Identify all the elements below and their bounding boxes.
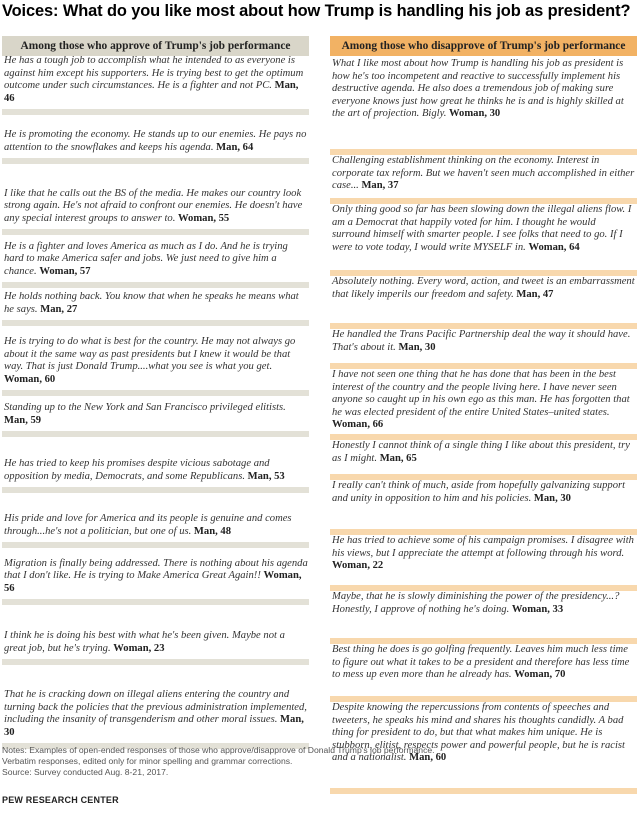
quote-text: Honestly I cannot think of a single thing I like about this president, try as I might. [332,440,630,464]
respondent: Man, 30 [533,492,571,504]
quote-item [2,326,309,396]
quote-item [330,155,637,204]
quote-item [2,437,309,493]
brand-logo-text: PEW RESEARCH CENTER [2,795,119,805]
respondent: Man, 30 [398,341,436,353]
quote-text: Absolutely nothing. Every word, action, and tweet is an embarrassment that likely imperils our freedom and safety. [332,276,635,300]
respondent: Woman, 64 [528,241,580,253]
page-title: Voices: What do you like most about how Trump is handling his job as president? [2,2,631,20]
quote-text: He has tried to keep his promises despite vicious sabotage and opposition by media, Democrats, and some Republicans. [4,458,270,482]
quote-item [2,235,309,288]
approve-column-header: Among those who approve of Trump's job performance [2,36,309,56]
respondent: Man, 37 [361,180,399,191]
quote-item [2,55,309,115]
quote-item [330,276,637,329]
respondent: Man, 27 [40,303,78,315]
respondent: Woman, 57 [39,265,91,277]
quote-item [330,591,637,644]
respondent: Woman, 22 [332,560,384,571]
note-line: Verbatim responses, edited only for minor spelling and grammar corrections. [2,756,293,766]
respondent: Woman, 30 [449,108,501,119]
quote-text: He is a fighter and loves America as much as I do. And he is trying hard to make America safer and jobs. We just need to give him a chance. [4,240,288,277]
approve-column [2,36,309,749]
quote-item [2,665,309,749]
quote-item [330,644,637,702]
respondent: Woman, 66 [332,419,384,430]
quote-text: He has tried to achieve some of his campaign promises. I disagree with his views, but I appreciate the attempt at following through his word. [332,535,634,559]
respondent: Man, 65 [379,452,417,464]
quote-item [330,369,637,440]
respondent: Woman, 56 [4,570,302,594]
disapprove-quote-list [330,58,637,794]
quote-text: Standing up to the New York and San Francisco privileged elitists. [4,402,286,413]
quote-text: Maybe, that he is slowly diminishing the power of the presidency...? Honestly, I approve of nothing he's doing. [332,591,620,615]
quote-text: I like that he calls out the BS of the media. He makes our country look strong again. He's not afraid to confront our enemies. He doesn't have any special interest groups to answer to. [4,187,303,224]
respondent: Woman, 33 [511,603,564,615]
quote-item [330,204,637,276]
quote-item [330,480,637,535]
note-line: Notes: Examples of open-ended responses of those who approve/disapprove of Donald Trump's job performance. [2,745,435,755]
quote-item [2,548,309,605]
footnotes [2,745,638,778]
respondent: Man, 48 [193,525,231,537]
respondent: Man, 46 [4,80,299,104]
quote-text: What I like most about how Trump is handling his job as president is how he's too incompetent and reactive to successfully implement his destructive agenda. He also does a tremendous job of making sure everyone knows just how great he thinks he is and is highly skilled at the art of projection. Bigly. [332,58,624,119]
quote-item [2,493,309,548]
quote-text: Migration is finally being addressed. There is nothing about his agenda that I don't like. He is trying to Make America Great Again!! [4,557,308,581]
disapprove-column-header: Among those who disapprove of Trump's job performance [330,36,637,56]
quote-text: Only thing good so far has been slowing down the illegal aliens flow. I am a Democrat that happily voted for him. I thought he would surround himself with smarter people. I see folks that need to go. If I were to vote today, I would write MYSELF in. [332,204,632,253]
quote-item [330,329,637,369]
quote-item [2,164,309,235]
respondent: Man, 60 [409,752,447,763]
quote-text: He holds nothing back. You know that when he speaks he means what he says. [4,291,299,315]
disapprove-column [330,36,637,794]
respondent: Man, 64 [216,141,254,153]
quote-item [330,535,637,591]
respondent: Woman, 60 [4,373,56,385]
respondent: Man, 53 [247,470,285,482]
quote-text: I have not seen one thing that he has done that has been in the best interest of the country and the people living here. I have never seen anyone so caught up in his own ego as this man. He has forgotten that he was elected president of the entire United States–united states. [332,369,630,418]
quote-text: Best thing he does is go golfing frequently. Leaves him much less time to figure out what it takes to be a president and therefore has less time to mess up even more than he already has. [332,644,630,680]
note-line: Source: Survey conducted Aug. 8-21, 2017. [2,767,169,777]
quote-item [2,288,309,326]
respondent: Woman, 70 [514,669,566,680]
quote-text: His pride and love for America and its people is genuine and comes through...he's not a politician, but one of us. [4,513,292,537]
quote-text: He is promoting the economy. He stands up to our enemies. He pays no attention to the snowflakes and keeps his agenda. [4,129,307,153]
quote-text: He is trying to do what is best for the country. He may not always go about it the same way as past presidents but I knew it would be that way. That is just Donald Trump....what you see is what you get. [4,336,296,372]
quote-item [2,396,309,437]
respondent: Woman, 23 [113,642,165,654]
respondent: Man, 59 [4,414,42,426]
quote-item [2,115,309,164]
quote-text: He has a tough job to accomplish what he intended to as everyone is against him except his supporters. He is trying best to get the optimum outcome under such circumstances. He is a fighter and not PC. [4,55,304,91]
quote-item [330,58,637,155]
quote-text: I really can't think of much, aside from hopefully galvanizing support and unity in opposition to him and his policies. [332,480,626,504]
quote-text: Challenging establishment thinking on the economy. Interest in corporate tax reform. But we haven't seen much accomplished in either case... [332,155,635,191]
quote-text: I think he is doing his best with what he's been given. Maybe not a great job, but he's trying. [4,630,285,654]
approve-quote-list [2,55,309,749]
quote-item [330,440,637,480]
quote-item [2,605,309,665]
respondent: Man, 47 [516,288,554,300]
quote-text: He handled the Trans Pacific Partnership deal the way it should have. That's about it. [332,329,631,353]
quote-text: That he is cracking down on illegal aliens entering the country and turning back the policies that the previous administration implemented, including the insanity of transgenderism and other moral issues. [4,689,307,725]
respondent: Woman, 55 [178,212,230,224]
quote-text: Despite knowing the repercussions from contents of speeches and tweeters, he speaks his mind and shares his thoughts candidly. A bad thing for president to do, but that what makes him unique. He is stubborn, elitist, respects power and powerful people, but he is racist and a nationalist. [332,702,625,763]
respondent: Man, 30 [4,714,304,738]
